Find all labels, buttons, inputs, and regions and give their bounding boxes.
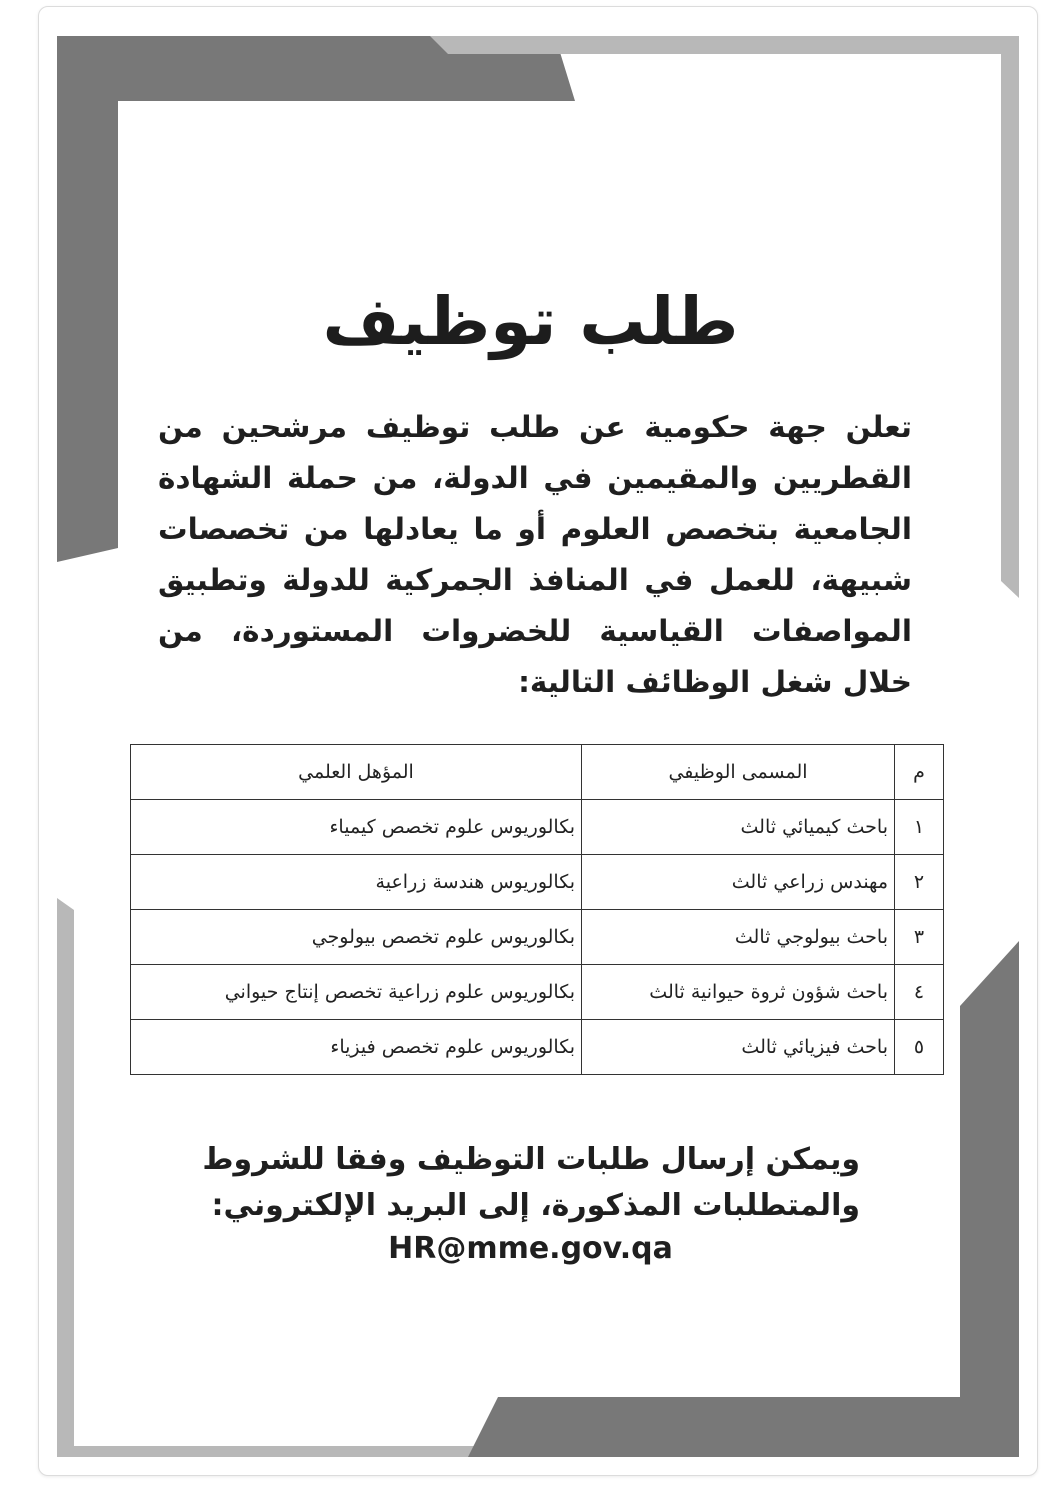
row-num: ٣ <box>895 910 944 965</box>
page-title: طلب توظيف <box>322 283 739 360</box>
row-num: ٢ <box>895 855 944 910</box>
row-qualification: بكالوريوس علوم تخصص بيولوجي <box>131 910 582 965</box>
row-job-title: باحث فيزيائي ثالث <box>582 1020 895 1075</box>
table-header-row <box>131 745 944 800</box>
row-job-title: باحث كيميائي ثالث <box>582 800 895 855</box>
header-job-title: المسمى الوظيفي <box>582 745 895 800</box>
row-job-title: مهندس زراعي ثالث <box>582 855 895 910</box>
row-num: ٤ <box>895 965 944 1020</box>
header-qualification: المؤهل العلمي <box>131 745 582 800</box>
row-qualification: بكالوريوس علوم تخصص كيمياء <box>131 800 582 855</box>
table-row <box>131 910 944 965</box>
table-row <box>131 1020 944 1075</box>
jobs-table <box>130 744 944 1075</box>
row-job-title: باحث بيولوجي ثالث <box>582 910 895 965</box>
contact-email[interactable]: HR@mme.gov.qa <box>388 1231 673 1266</box>
table-row <box>131 855 944 910</box>
row-job-title: باحث شؤون ثروة حيوانية ثالث <box>582 965 895 1020</box>
row-num: ١ <box>895 800 944 855</box>
header-num: م <box>895 745 944 800</box>
row-qualification: بكالوريوس علوم زراعية تخصص إنتاج حيواني <box>131 965 582 1020</box>
row-qualification: بكالوريوس هندسة زراعية <box>131 855 582 910</box>
table-row <box>131 800 944 855</box>
footer-paragraph: ويمكن إرسال طلبات التوظيف وفقا للشروط والمتطلبات المذكورة، إلى البريد الإلكتروني: <box>202 1142 860 1223</box>
intro-paragraph: تعلن جهة حكومية عن طلب توظيف مرشحين من القطريين والمقيمين في الدولة، من حملة الشهادة الجامعية بتخصص العلوم أو ما يعادلها من تخصصات شبيهة، للعمل في المنافذ الجمركية للدولة وتطبيق المواصفات القياسية للخضروات المستوردة، من خلال شغل الوظائف التالية: <box>158 410 912 699</box>
table-row <box>131 965 944 1020</box>
row-num: ٥ <box>895 1020 944 1075</box>
row-qualification: بكالوريوس علوم تخصص فيزياء <box>131 1020 582 1075</box>
